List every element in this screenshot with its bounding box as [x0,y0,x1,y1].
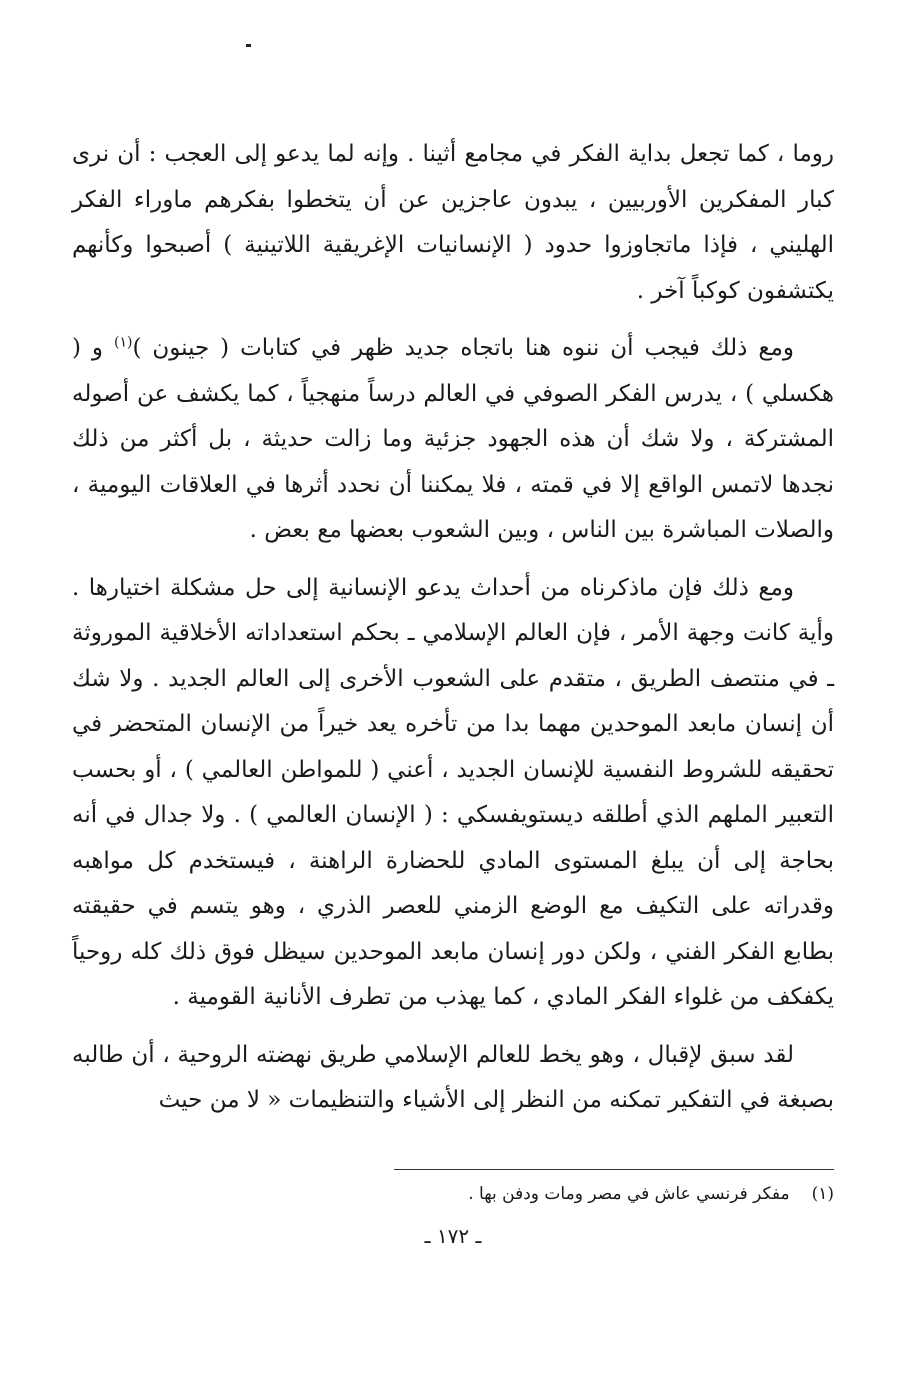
paragraph-2-continuation: و ( هكسلي ) ، يدرس الفكر الصوفي في العالم درساً منهجياً ، كما يكشف عن أصوله المشتركة ، ولا شك أن هذه الجهود جزئية وما زالت حديثة ، بل أكثر من ذلك نجدها لاتمس الواقع إلا في قمته ، فلا يمكننا أن نحدد أثرها في العلاقات اليومية ، والصلات المباشرة بين الناس ، وبين الشعوب بعضها مع بعض . [72,335,834,543]
body-text [72,132,834,1136]
footnote-divider [394,1169,834,1170]
page-number: ـ ١٧٢ ـ [424,1224,482,1248]
paragraph-2 [72,326,834,554]
paragraph-1: روما ، كما تجعل بداية الفكر في مجامع أثينا . وإنه لما يدعو إلى العجب : أن نرى كبار المفكرين الأوربيين ، يبدون عاجزين عن أن يتخطوا بفكرهم ماوراء الفكر الهليني ، فإذا ماتجاوزوا حدود ( الإنسانيات الإغريقية اللاتينية ) أصبحوا وكأنهم يكتشفون كوكباً آخر . [72,141,834,304]
footnote-text: مفكر فرنسي عاش في مصر ومات ودفن بها . [468,1184,790,1204]
print-mark [246,44,251,47]
footnote-reference[interactable]: (١) [113,334,133,351]
paragraph-4: لقد سبق لإقبال ، وهو يخط للعالم الإسلامي طريق نهضته الروحية ، أن طالبه بصبغة في التفكير تمكنه من النظر إلى الأشياء والتنظيمات « لا من حيث [72,1041,834,1113]
footnote-number: (١) [811,1184,834,1204]
paragraph-2-text: ومع ذلك فيجب أن ننوه هنا باتجاه جديد ظهر في كتابات ( جينون ) [132,335,794,361]
paragraph-3: ومع ذلك فإن ماذكرناه من أحداث يدعو الإنسانية إلى حل مشكلة اختيارها . وأية كانت وجهة الأمر ، فإن العالم الإسلامي ـ بحكم استعداداته الأخلاقية الموروثة ـ في منتصف الطريق ، متقدم على الشعوب الأخرى إلى العالم الجديد . ولا شك أن إنسان مابعد الموحدين مهما بدا من تأخره يعد خيراً من الإنسان المتحضر في تحقيقه للشروط النفسية للإنسان الجديد ، أعني ( للمواطن العالمي ) ، أو بحسب التعبير الملهم الذي أطلقه ديستويفسكي : ( الإنسان العالمي ) . ولا جدال في أنه بحاجة إلى أن يبلغ المستوى المادي للحضارة الراهنة ، فيستخدم كل مواهبه وقدراته على التكيف مع الوضع الزمني للعصر الذري ، وهو يتسم في حقيقته بطابع الفكر الفني ، ولكن دور إنسان مابعد الموحدين سيظل فوق ذلك كله روحياً يكفكف من غلواء الفكر المادي ، كما يهذب من تطرف الأنانية القومية . [72,574,834,1010]
footnote [468,1180,834,1208]
